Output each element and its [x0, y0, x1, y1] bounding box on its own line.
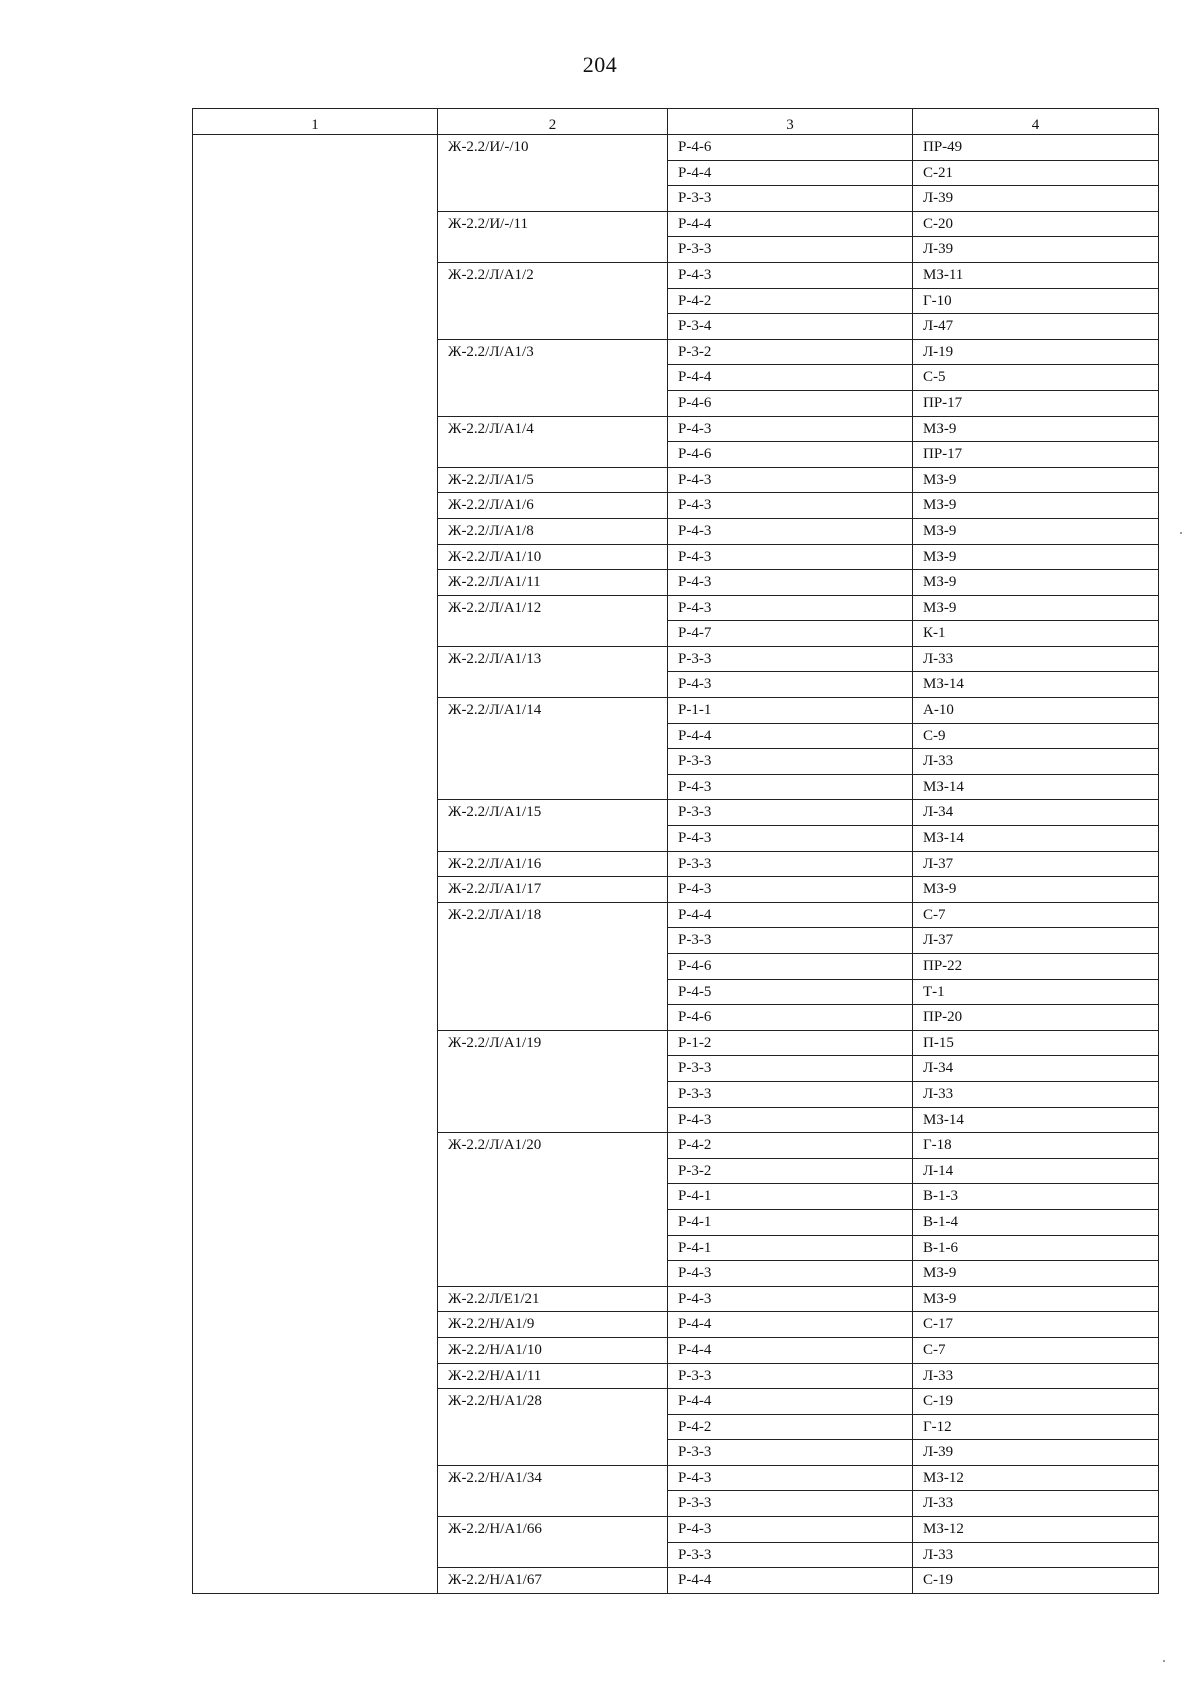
group-code: Ж-2.2/Л/А1/19 [438, 1030, 668, 1132]
group-code: Ж-2.2/Л/А1/17 [438, 877, 668, 903]
col4-cell: Л-33 [913, 1363, 1159, 1389]
col3-cell: Р-4-4 [668, 365, 913, 391]
group-code: Ж-2.2/Л/А1/18 [438, 902, 668, 1030]
group-code: Ж-2.2/Н/А1/34 [438, 1465, 668, 1516]
header-col-1: 1 [193, 109, 438, 135]
col3-cell: Р-4-1 [668, 1235, 913, 1261]
col3-cell: Р-4-6 [668, 442, 913, 468]
col3-cell: Р-4-6 [668, 1005, 913, 1031]
col3-cell: Р-3-3 [668, 1491, 913, 1517]
col3-cell: Р-4-6 [668, 954, 913, 980]
col4-cell: Л-33 [913, 1542, 1159, 1568]
group-code: Ж-2.2/Л/А1/5 [438, 467, 668, 493]
col4-cell: МЗ-9 [913, 1261, 1159, 1287]
col4-cell: Л-34 [913, 1056, 1159, 1082]
col4-cell: С-20 [913, 211, 1159, 237]
col4-cell: МЗ-11 [913, 262, 1159, 288]
col4-cell: Л-39 [913, 1440, 1159, 1466]
header-col-4: 4 [913, 109, 1159, 135]
col3-cell: Р-4-4 [668, 723, 913, 749]
col4-cell: Г-10 [913, 288, 1159, 314]
col3-cell: Р-4-3 [668, 1107, 913, 1133]
group-code: Ж-2.2/Л/Е1/21 [438, 1286, 668, 1312]
group-code: Ж-2.2/Л/А1/8 [438, 518, 668, 544]
col4-cell: МЗ-9 [913, 570, 1159, 596]
col3-cell: Р-4-3 [668, 1286, 913, 1312]
col3-cell: Р-4-3 [668, 544, 913, 570]
col4-cell: В-1-4 [913, 1209, 1159, 1235]
group-code: Ж-2.2/Н/А1/66 [438, 1517, 668, 1568]
col4-cell: В-1-6 [913, 1235, 1159, 1261]
col4-cell: С-7 [913, 1337, 1159, 1363]
col4-cell: С-5 [913, 365, 1159, 391]
col4-cell: ПР-17 [913, 442, 1159, 468]
col4-cell: МЗ-14 [913, 1107, 1159, 1133]
page-number: 204 [582, 52, 618, 77]
col3-cell: Р-4-2 [668, 288, 913, 314]
col3-cell: Р-3-2 [668, 339, 913, 365]
group-code: Ж-2.2/Н/А1/67 [438, 1568, 668, 1594]
col3-cell: Р-4-3 [668, 570, 913, 596]
col4-cell: С-9 [913, 723, 1159, 749]
col1-cell [193, 135, 438, 1594]
group-code: Ж-2.2/Л/А1/13 [438, 646, 668, 697]
group-code: Ж-2.2/Л/А1/12 [438, 595, 668, 646]
col3-cell: Р-4-4 [668, 1568, 913, 1594]
col4-cell: МЗ-9 [913, 518, 1159, 544]
col3-cell: Р-1-2 [668, 1030, 913, 1056]
group-code: Ж-2.2/Н/А1/11 [438, 1363, 668, 1389]
col3-cell: Р-4-3 [668, 1465, 913, 1491]
group-code: Ж-2.2/Н/А1/28 [438, 1389, 668, 1466]
col3-cell: Р-4-1 [668, 1209, 913, 1235]
table-row [193, 135, 1159, 161]
col3-cell: Р-4-6 [668, 390, 913, 416]
group-code: Ж-2.2/И/-/10 [438, 135, 668, 212]
group-code: Ж-2.2/Н/А1/10 [438, 1337, 668, 1363]
col3-cell: Р-3-3 [668, 1081, 913, 1107]
col4-cell: ПР-17 [913, 390, 1159, 416]
group-code: Ж-2.2/Л/А1/16 [438, 851, 668, 877]
col3-cell: Р-3-3 [668, 928, 913, 954]
col3-cell: Р-3-3 [668, 1542, 913, 1568]
group-code: Ж-2.2/И/-/11 [438, 211, 668, 262]
col4-cell: С-21 [913, 160, 1159, 186]
col4-cell: В-1-3 [913, 1184, 1159, 1210]
col4-cell: Т-1 [913, 979, 1159, 1005]
col4-cell: К-1 [913, 621, 1159, 647]
col4-cell: ПР-20 [913, 1005, 1159, 1031]
col3-cell: Р-4-4 [668, 1389, 913, 1415]
col4-cell: МЗ-14 [913, 774, 1159, 800]
col3-cell: Р-4-3 [668, 672, 913, 698]
col3-cell: Р-4-3 [668, 1261, 913, 1287]
col3-cell: Р-3-3 [668, 749, 913, 775]
col3-cell: Р-4-4 [668, 1337, 913, 1363]
col3-cell: Р-4-4 [668, 160, 913, 186]
col3-cell: Р-3-3 [668, 851, 913, 877]
col3-cell: Р-4-3 [668, 826, 913, 852]
col3-cell: Р-4-3 [668, 262, 913, 288]
col3-cell: Р-3-3 [668, 646, 913, 672]
col4-cell: МЗ-12 [913, 1517, 1159, 1543]
col4-cell: С-19 [913, 1568, 1159, 1594]
col3-cell: Р-4-3 [668, 1517, 913, 1543]
col4-cell: Л-39 [913, 237, 1159, 263]
col3-cell: Р-4-6 [668, 135, 913, 161]
col3-cell: Р-3-3 [668, 186, 913, 212]
col3-cell: Р-3-2 [668, 1158, 913, 1184]
table-header [193, 109, 1159, 135]
group-code: Ж-2.2/Л/А1/2 [438, 262, 668, 339]
col3-cell: Р-4-3 [668, 774, 913, 800]
col4-cell: А-10 [913, 698, 1159, 724]
col4-cell: Л-33 [913, 1081, 1159, 1107]
col4-cell: МЗ-9 [913, 416, 1159, 442]
col4-cell: С-7 [913, 902, 1159, 928]
col4-cell: Л-33 [913, 1491, 1159, 1517]
col3-cell: Р-3-3 [668, 1363, 913, 1389]
col3-cell: Р-4-4 [668, 1312, 913, 1338]
group-code: Ж-2.2/Л/А1/10 [438, 544, 668, 570]
col3-cell: Р-3-3 [668, 800, 913, 826]
col3-cell: Р-4-7 [668, 621, 913, 647]
col3-cell: Р-4-3 [668, 416, 913, 442]
col3-cell: Р-4-4 [668, 902, 913, 928]
col3-cell: Р-4-5 [668, 979, 913, 1005]
col4-cell: МЗ-9 [913, 595, 1159, 621]
col4-cell: МЗ-9 [913, 493, 1159, 519]
col4-cell: МЗ-9 [913, 467, 1159, 493]
scan-speck [1163, 1660, 1165, 1662]
col4-cell: Г-18 [913, 1133, 1159, 1159]
col3-cell: Р-3-3 [668, 237, 913, 263]
group-code: Ж-2.2/Л/А1/15 [438, 800, 668, 851]
col4-cell: Л-37 [913, 851, 1159, 877]
col3-cell: Р-3-3 [668, 1440, 913, 1466]
col3-cell: Р-4-3 [668, 518, 913, 544]
group-code: Ж-2.2/Н/А1/9 [438, 1312, 668, 1338]
group-code: Ж-2.2/Л/А1/4 [438, 416, 668, 467]
col4-cell: ПР-49 [913, 135, 1159, 161]
col4-cell: Л-39 [913, 186, 1159, 212]
col4-cell: МЗ-14 [913, 672, 1159, 698]
data-table [192, 108, 1159, 1594]
col3-cell: Р-4-3 [668, 595, 913, 621]
col4-cell: Г-12 [913, 1414, 1159, 1440]
group-code: Ж-2.2/Л/А1/6 [438, 493, 668, 519]
col3-cell: Р-4-2 [668, 1133, 913, 1159]
col4-cell: С-19 [913, 1389, 1159, 1415]
col3-cell: Р-4-1 [668, 1184, 913, 1210]
col4-cell: МЗ-9 [913, 1286, 1159, 1312]
group-code: Ж-2.2/Л/А1/14 [438, 698, 668, 800]
group-code: Ж-2.2/Л/А1/3 [438, 339, 668, 416]
col4-cell: С-17 [913, 1312, 1159, 1338]
col4-cell: МЗ-12 [913, 1465, 1159, 1491]
table-body [193, 135, 1159, 1594]
col3-cell: Р-4-3 [668, 493, 913, 519]
col4-cell: Л-47 [913, 314, 1159, 340]
group-code: Ж-2.2/Л/А1/11 [438, 570, 668, 596]
col4-cell: Л-14 [913, 1158, 1159, 1184]
col3-cell: Р-3-3 [668, 1056, 913, 1082]
col4-cell: Л-37 [913, 928, 1159, 954]
col4-cell: Л-33 [913, 646, 1159, 672]
col4-cell: Л-19 [913, 339, 1159, 365]
col4-cell: МЗ-9 [913, 877, 1159, 903]
col4-cell: Л-33 [913, 749, 1159, 775]
col4-cell: ПР-22 [913, 954, 1159, 980]
col3-cell: Р-1-1 [668, 698, 913, 724]
header-col-3: 3 [668, 109, 913, 135]
col3-cell: Р-4-3 [668, 467, 913, 493]
col3-cell: Р-3-4 [668, 314, 913, 340]
col4-cell: Л-34 [913, 800, 1159, 826]
header-row [193, 109, 1159, 135]
col4-cell: МЗ-9 [913, 544, 1159, 570]
col3-cell: Р-4-2 [668, 1414, 913, 1440]
col3-cell: Р-4-3 [668, 877, 913, 903]
col4-cell: МЗ-14 [913, 826, 1159, 852]
col3-cell: Р-4-4 [668, 211, 913, 237]
header-col-2: 2 [438, 109, 668, 135]
group-code: Ж-2.2/Л/А1/20 [438, 1133, 668, 1287]
col4-cell: П-15 [913, 1030, 1159, 1056]
scan-speck [1180, 532, 1182, 534]
